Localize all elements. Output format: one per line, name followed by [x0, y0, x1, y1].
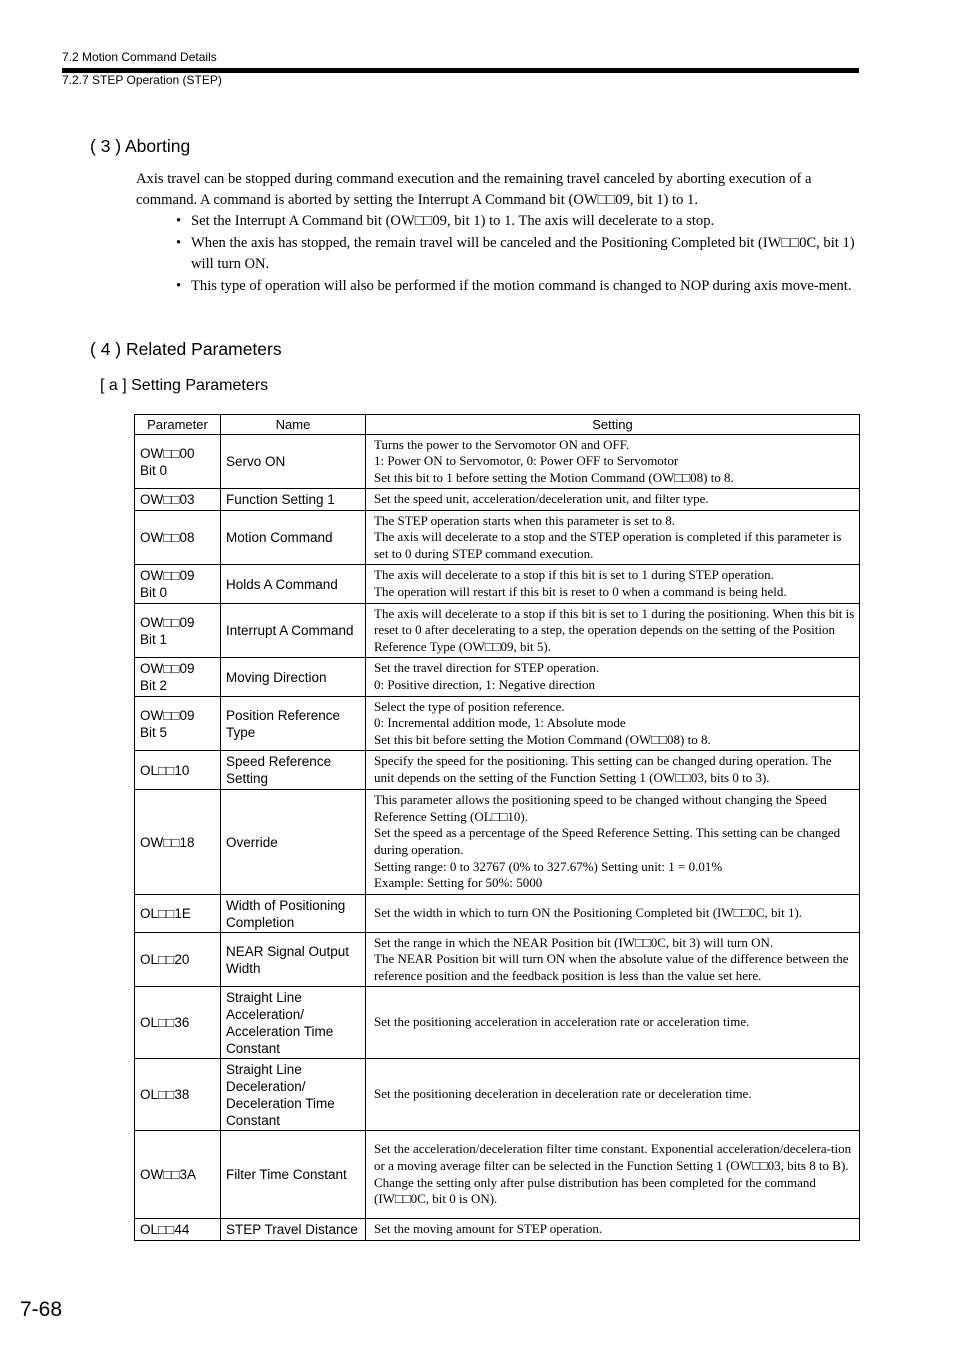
setting-cell-line: Set the positioning deceleration in deceleration rate or deceleration time. — [374, 1086, 752, 1102]
parameter-cell-line: Bit 0 — [140, 585, 168, 600]
setting-cell-line: Turns the power to the Servomotor ON and OFF. — [374, 436, 630, 452]
setting-cell-line: Set the width in which to turn ON the Positioning Completed bit (IW□□0C, bit 1). — [374, 905, 803, 921]
setting-cell-line: The operation will restart if this bit is reset to 0 when a command is being held. — [374, 584, 787, 599]
name-cell — [221, 1131, 366, 1219]
name-cell — [221, 489, 366, 511]
name-cell-line: STEP Travel Distance — [226, 1222, 358, 1237]
name-cell — [221, 604, 366, 658]
table-row — [135, 565, 860, 604]
name-cell-line: NEAR Signal Output Width — [226, 943, 350, 976]
name-cell — [221, 751, 366, 790]
parameter-cell-line: OL□□36 — [140, 1015, 190, 1030]
name-cell-line: Straight Line Deceleration/ Deceleration Time Constant — [226, 1061, 335, 1128]
setting-cell-line: This parameter allows the positioning speed to be changed without changing the Speed Reference Setting (OL□□10). — [374, 792, 827, 824]
name-cell-line: Interrupt A Command — [226, 623, 354, 638]
parameter-cell-line: Bit 2 — [140, 678, 168, 693]
setting-cell — [366, 697, 860, 751]
name-cell-line: Width of Positioning Completion — [226, 897, 346, 930]
name-cell-line: Servo ON — [226, 454, 286, 469]
parameter-cell-line: OL□□44 — [140, 1222, 190, 1237]
column-header-name: Name — [221, 415, 366, 435]
section-heading-related-parameters: ( 4 ) Related Parameters — [90, 339, 282, 359]
name-cell-line: Override — [226, 834, 278, 850]
setting-cell-line: Select the type of position reference. — [374, 698, 565, 714]
name-cell — [221, 435, 366, 489]
setting-cell — [366, 790, 860, 895]
parameter-cell-line: OL□□20 — [140, 952, 190, 967]
table-row — [135, 435, 860, 489]
parameter-cell-line: Bit 0 — [140, 462, 168, 478]
setting-cell-line: Specify the speed for the positioning. This setting can be changed during operation. The unit depends on the setting of the Function Setting 1 (OW□□03, bits 0 to 3). — [374, 753, 832, 785]
parameter-cell-line: OW□□08 — [140, 530, 195, 545]
aborting-bullet-list — [136, 211, 858, 297]
setting-cell — [366, 1219, 860, 1241]
table-row — [135, 1219, 860, 1241]
parameter-cell — [135, 895, 221, 933]
name-cell-line: Motion Command — [226, 530, 333, 545]
parameter-cell-line: OW□□09 — [140, 568, 195, 583]
name-cell — [221, 1219, 366, 1241]
section-heading-aborting: ( 3 ) Aborting — [90, 136, 191, 156]
name-cell — [221, 511, 366, 565]
parameter-cell-line: OW□□3A — [140, 1167, 197, 1182]
setting-cell-line: Change the setting only after pulse distribution has been completed for the command (IW□□0C, bit 0 is ON). — [374, 1174, 816, 1207]
table-row — [135, 489, 860, 511]
parameter-cell-line: Bit 5 — [140, 724, 168, 740]
parameter-cell-line: OW□□18 — [140, 834, 195, 850]
setting-cell-line: Example: Setting for 50%: 5000 — [374, 875, 543, 891]
running-header-section: 7.2 Motion Command Details — [62, 50, 217, 64]
parameter-cell-line: OW□□00 — [140, 445, 195, 461]
setting-cell-line: Set the travel direction for STEP operation. — [374, 660, 600, 676]
table-header-row — [135, 415, 860, 435]
setting-cell — [366, 489, 860, 511]
running-header-subsection: 7.2.7 STEP Operation (STEP) — [62, 73, 222, 87]
setting-cell-line: The STEP operation starts when this parameter is set to 8. — [374, 512, 675, 528]
setting-cell-line: Set this bit before setting the Motion Command (OW□□08) to 8. — [374, 731, 711, 747]
name-cell-line: Holds A Command — [226, 576, 338, 592]
setting-cell — [366, 751, 860, 790]
parameter-cell-line: OL□□10 — [140, 762, 190, 778]
parameter-cell-line: OL□□1E — [140, 906, 191, 921]
name-cell-line: Straight Line Acceleration/ Acceleration Time Constant — [226, 989, 334, 1056]
parameter-cell — [135, 489, 221, 511]
setting-cell-line: The NEAR Position bit will turn ON when the absolute value of the difference between the reference position and the feedback position is less than the value set here. — [374, 951, 849, 983]
parameter-cell — [135, 604, 221, 658]
table-row — [135, 697, 860, 751]
parameter-cell — [135, 751, 221, 790]
name-cell — [221, 1059, 366, 1131]
name-cell — [221, 658, 366, 697]
setting-cell-line: 0: Incremental addition mode, 1: Absolute mode — [374, 715, 626, 731]
subsection-heading-setting-parameters: [ a ] Setting Parameters — [100, 377, 269, 394]
setting-cell — [366, 511, 860, 565]
setting-cell-line: The axis will decelerate to a stop if this bit is set to 1 during STEP operation. — [374, 567, 774, 583]
name-cell-line: Moving Direction — [226, 669, 327, 685]
table-row — [135, 604, 860, 658]
setting-cell — [366, 604, 860, 658]
setting-cell — [366, 1059, 860, 1131]
setting-cell-line: Setting range: 0 to 32767 (0% to 327.67%) Setting unit: 1 = 0.01% — [374, 858, 723, 874]
setting-cell — [366, 987, 860, 1059]
name-cell-line: Position Reference Type — [226, 707, 341, 740]
name-cell — [221, 790, 366, 895]
table-row — [135, 1059, 860, 1131]
setting-cell-line: Set the acceleration/deceleration filter time constant. Exponential acceleration/decelera-tion or a moving average filter can be selected in the Function Setting 1 (OW□□03, bits 8 to B). — [374, 1141, 852, 1173]
table-row — [135, 658, 860, 697]
setting-cell-line: The axis will decelerate to a stop and the STEP operation is completed if this parameter is set to 0 during STEP command execution. — [374, 529, 842, 561]
name-cell — [221, 565, 366, 604]
table-row — [135, 895, 860, 933]
setting-cell — [366, 895, 860, 933]
setting-cell-line: Set this bit to 1 before setting the Motion Command (OW□□08) to 8. — [374, 469, 734, 485]
parameter-cell — [135, 790, 221, 895]
setting-cell-line: 1: Power ON to Servomotor, 0: Power OFF to Servomotor — [374, 453, 679, 469]
aborting-body — [136, 169, 858, 297]
table-row — [135, 1131, 860, 1219]
page-number: 7-68 — [20, 1298, 63, 1321]
parameter-cell — [135, 565, 221, 604]
parameter-cell — [135, 511, 221, 565]
table-row — [135, 751, 860, 790]
table-row — [135, 790, 860, 895]
table-row — [135, 511, 860, 565]
setting-cell-line: The axis will decelerate to a stop if this bit is set to 1 during the positioning. When this bit is reset to 0 after decelerating to a step, the operation depends on the setting of the Position Reference Type (OW□□09, bit 5). — [374, 605, 855, 654]
setting-cell-line: 0: Positive direction, 1: Negative direction — [374, 677, 595, 692]
setting-cell-line: Set the speed unit, acceleration/deceleration unit, and filter type. — [374, 491, 709, 507]
aborting-bullet: • Set the Interrupt A Command bit (OW□□09, bit 1) to 1. The axis will decelerate to a stop. — [176, 213, 715, 229]
setting-cell — [366, 933, 860, 987]
parameter-cell — [135, 1131, 221, 1219]
setting-cell — [366, 1131, 860, 1219]
setting-cell-line: Set the speed as a percentage of the Speed Reference Setting. This setting can be changed during operation. — [374, 825, 841, 857]
parameter-cell — [135, 933, 221, 987]
parameter-cell — [135, 697, 221, 751]
name-cell-line: Filter Time Constant — [226, 1167, 347, 1182]
setting-parameters-table — [134, 414, 860, 1241]
name-cell — [221, 895, 366, 933]
table-row — [135, 987, 860, 1059]
parameter-cell-line: OW□□09 — [140, 614, 195, 630]
parameter-cell-line: Bit 1 — [140, 631, 168, 647]
name-cell — [221, 933, 366, 987]
name-cell-line: Speed Reference Setting — [226, 754, 332, 786]
parameter-cell-line: OW□□03 — [140, 492, 195, 507]
parameter-cell — [135, 1059, 221, 1131]
parameter-cell-line: OW□□09 — [140, 707, 195, 723]
setting-cell-line: Set the positioning acceleration in acceleration rate or acceleration time. — [374, 1014, 750, 1030]
aborting-bullet: • When the axis has stopped, the remain travel will be canceled and the Positioning Completed bit (IW□□0C, bit 1) will turn ON. — [176, 235, 855, 272]
parameter-cell — [135, 1219, 221, 1241]
setting-cell-line: Set the moving amount for STEP operation. — [374, 1221, 603, 1237]
column-header-parameter: Parameter — [135, 415, 221, 435]
parameter-cell-line: OW□□09 — [140, 661, 195, 676]
setting-cell — [366, 435, 860, 489]
column-header-setting: Setting — [366, 415, 860, 435]
parameter-cell — [135, 987, 221, 1059]
name-cell-line: Function Setting 1 — [226, 492, 335, 507]
name-cell — [221, 987, 366, 1059]
parameter-cell — [135, 658, 221, 697]
aborting-paragraph: Axis travel can be stopped during command execution and the remaining travel canceled by aborting execution of a command. A command is aborted by setting the Interrupt A Command bit (OW□□09, bit 1) to 1. — [136, 171, 812, 208]
setting-cell — [366, 658, 860, 697]
parameter-cell-line: OL□□38 — [140, 1087, 190, 1102]
aborting-bullet: • This type of operation will also be performed if the motion command is changed to NOP during axis move-ment. — [176, 278, 852, 294]
parameter-cell — [135, 435, 221, 489]
name-cell — [221, 697, 366, 751]
setting-cell — [366, 565, 860, 604]
table-row — [135, 933, 860, 987]
setting-cell-line: Set the range in which the NEAR Position bit (IW□□0C, bit 3) will turn ON. — [374, 934, 774, 950]
